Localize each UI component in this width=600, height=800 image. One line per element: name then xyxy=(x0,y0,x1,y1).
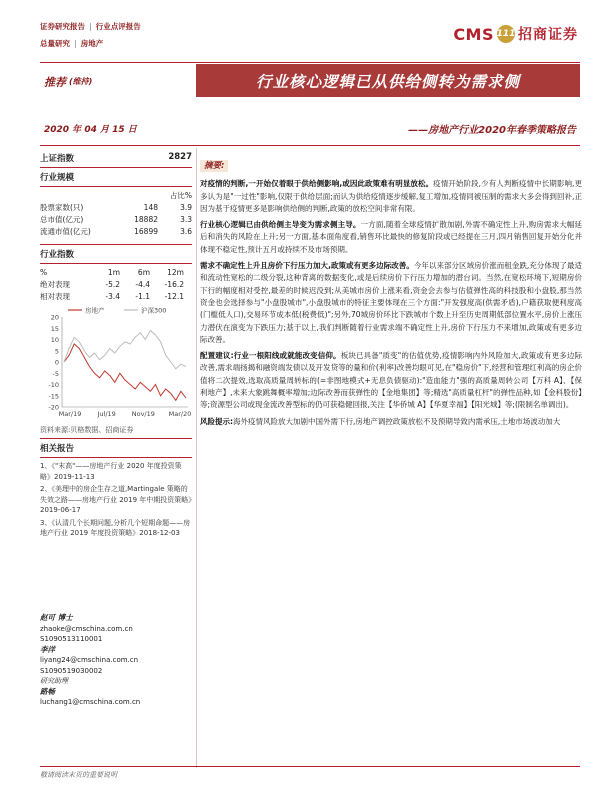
paragraph-text: 海外疫情风险放大加剧中国外需下行,房地产调控政策放松不及预期导致内需承压,土地市场波动加大 xyxy=(233,416,561,426)
report-item[interactable]: 2、《美理中的房企生存之道,Martingale 策略的失效之路——房地产行业 2019 年中期投资策略》2019-06-17 xyxy=(40,485,192,514)
column-header: 占比% xyxy=(169,191,192,200)
paragraph-lead: 需求不确定性上升且房价下行压力加大,政策或有更多边际改善。 xyxy=(200,261,414,271)
summary-paragraph xyxy=(200,260,582,346)
category-label: 总量研究 xyxy=(40,39,70,48)
y-tick-label: 15 xyxy=(50,324,59,333)
column-divider xyxy=(196,148,197,768)
y-tick-label: 0 xyxy=(54,358,59,367)
paragraph-lead: 配置建议:行业一根阳线或就能改变信仰。 xyxy=(200,351,341,361)
index-label: 上证指数 xyxy=(40,154,75,164)
analyst-title: 研究助理 xyxy=(40,677,68,685)
title-bar xyxy=(196,64,580,97)
divider xyxy=(40,62,580,63)
logo-text: CMS xyxy=(453,24,494,44)
paragraph-lead: 行业核心逻辑已由供给侧主导变为需求侧主导。 xyxy=(200,220,361,230)
rating-sub: (维持) xyxy=(69,77,93,86)
table-cell: -4.4 xyxy=(135,280,150,289)
column-header: % xyxy=(40,268,48,277)
index-value: 2827 xyxy=(168,152,192,162)
table-cell: 流通市值(亿元) xyxy=(40,227,91,236)
y-tick-label: -15 xyxy=(48,392,59,401)
footer-note: 敬请阅读末页的重要说明 xyxy=(40,771,117,779)
y-tick-label: -10 xyxy=(48,381,59,389)
divider xyxy=(40,263,192,264)
divider xyxy=(40,438,192,439)
report-category: 证券研究报告 | 行业点评报告 总量研究 | 房地产 xyxy=(40,22,141,48)
table-cell: -12.1 xyxy=(164,292,184,301)
summary-body xyxy=(200,160,582,432)
sidebar xyxy=(40,152,192,541)
table-cell: 股票家数(只) xyxy=(40,203,84,212)
y-tick-label: 10 xyxy=(50,336,59,344)
y-tick-label: -20 xyxy=(48,403,59,412)
x-tick-label: Mar/19 xyxy=(58,410,82,418)
y-tick-label: 5 xyxy=(54,347,59,356)
rating-main: 推荐 xyxy=(44,75,66,89)
category-label: 行业点评报告 xyxy=(95,22,141,31)
table-cell: -16.2 xyxy=(164,280,184,289)
logo-chinese: 招商证券 xyxy=(518,27,578,43)
analyst-email[interactable]: zhaoke@cmschina.com.cn xyxy=(40,624,133,633)
analyst-email[interactable]: luchang1@cmschina.com.cn xyxy=(40,698,141,706)
report-date: 2020 年 04 月 15 日 xyxy=(44,125,137,135)
report-item[interactable]: 3、《认清几个长期问题,分析几个短期命题——房地产行业 2019 年度投资策略》2018-12-03 xyxy=(40,518,191,537)
summary-heading: 摘要: xyxy=(200,160,228,172)
table-cell: -3.4 xyxy=(105,292,120,301)
perf-table xyxy=(40,267,192,303)
paragraph-lead: 风险提示: xyxy=(200,416,233,426)
paragraph-text: 疫情开始阶段,少有人判断疫情中长期影响,更多认为是"一过性"影响,仅限于供给层面;而认为供给疫情逐步缓解,复工增加,疫情同被压制的需求大多会得到回补,正因为基于疫情更多是影响供给侧的判断,政策的放松空间非常有限。 xyxy=(200,179,582,213)
paragraph-lead: 对疫情的判断,一开始仅着眼于供给侧影响,或因此政策难有明显放松。 xyxy=(200,179,434,189)
x-tick-label: Jul/19 xyxy=(97,410,116,418)
summary-paragraph xyxy=(200,416,582,428)
paragraph-text: 板块已具备"质变"的估值优势,疫情影响内外风险加大,政策或有更多边际改善,需求端扬揭和融资端发债以及开发贷等的量和价(利率)改善均眼可见,在"稳房价"下,经营和管理红利高的房企价值将二次提效,选取高质量周转标的(=非图地模式+无息负债驱动):"造血能力"强的高质量周转公司【万科 A】、【保利地产】,未来大象跳舞概率增加;边际改善而获弹性的【金地集团】等;精选"高质量杠杆"的弹性品种,如【金科股份】等;资源型公司或现金流改善型标的仍可获稳健回报,关注【华侨城 A】【华夏幸福】【阳光城】等;(限制名单调出)。 xyxy=(200,351,583,410)
summary-paragraph xyxy=(200,350,582,411)
table-cell: 3.3 xyxy=(180,215,192,224)
paragraph-text: 今年以来部分区域房价涨而租金跌,充分体现了最适和流动性宽松的二级分裂,这种背离的数据变化,或是后续房价下行压力增加的潜台词。当然,在宽松环境下,短期房价下行的幅度相对受控,最差的时候迟没到;从美城市房价上涨来看,资金会去参与估值弹性高的科技股和小盘股,那当然资金也会选择参与"小盘股城市",小盘股城市的特征主要体现在三个方面:"开发强度高(供需矛盾),户籍获取便利度高(门槛低人口),交易环节成本低(税费低)";另外,70城房价环比下跌城市个数上升至历史周期低部位置水平,房价上涨压力潜伏在演变为下跌压力;基于以上,我们判断随着行业需求端不确定性上升,房价下行压力不来增加,政策或有更多边际改善。 xyxy=(200,261,582,344)
x-tick-label: Nov/19 xyxy=(131,410,155,418)
report-subtitle: ——房地产行业2020年春季策略报告 xyxy=(408,125,576,136)
performance-chart xyxy=(40,303,192,423)
reports-heading: 相关报告 xyxy=(40,444,75,454)
analyst-cert: S1090513110001 xyxy=(40,635,103,643)
table-cell: 148 xyxy=(143,203,158,212)
summary-paragraph xyxy=(200,219,582,256)
x-tick-label: Mar/20 xyxy=(168,410,192,418)
column-header: 1m xyxy=(107,268,120,277)
category-label: 证券研究报告 xyxy=(40,22,85,31)
category-label: 房地产 xyxy=(80,39,104,48)
table-cell: 相对表现 xyxy=(40,292,70,301)
y-tick-label: 20 xyxy=(50,313,59,322)
legend-label: 沪深300 xyxy=(141,306,167,315)
legend-label: 房地产 xyxy=(85,306,105,315)
table-cell: 绝对表现 xyxy=(40,280,70,289)
page-title: 行业核心逻辑已从供给侧转为需求侧 xyxy=(255,72,520,91)
series-line xyxy=(64,344,186,400)
analysts xyxy=(40,613,192,708)
column-header: 12m xyxy=(167,268,184,277)
table-cell: 16899 xyxy=(134,227,158,236)
table-cell: -5.2 xyxy=(105,280,120,289)
analyst-name: 赵可 博士 xyxy=(40,613,73,622)
scale-heading: 行业规模 xyxy=(40,173,75,183)
analyst-name: 路畅 xyxy=(40,686,55,696)
logo-badge-icon: 111 xyxy=(497,25,515,43)
summary-paragraph xyxy=(200,178,582,215)
series-line xyxy=(64,331,186,369)
rating xyxy=(40,66,195,97)
chart-source: 资料来源:贝格数据、招商证券 xyxy=(40,426,134,434)
y-tick-label: -5 xyxy=(52,369,59,378)
index-row xyxy=(40,152,192,164)
divider xyxy=(40,167,192,168)
perf-heading: 行业指数 xyxy=(40,250,75,260)
analyst-email[interactable]: liyang24@cmschina.com.cn xyxy=(40,656,139,664)
analyst-cert: S1090519030002 xyxy=(40,666,103,675)
column-header: 6m xyxy=(137,268,150,277)
paragraph-text: 一方面,随着全球疫情扩散加剧,外需不确定性上升,购房需求大幅延后和消失的风险在上升;另一方面,基本面角度看,销售环比最快的修复阶段或已经提在三月,四月销售回复开始分化并体现不稳定性,预计五月或持续不及市场预期。 xyxy=(200,220,583,254)
related-reports xyxy=(40,461,192,539)
chart-svg xyxy=(40,303,192,423)
table-cell: 3.9 xyxy=(180,203,192,212)
table-cell: 18882 xyxy=(134,215,158,224)
report-item[interactable]: 1、《"末高"——房地产行业 2020 年度投资策略》2019-11-13 xyxy=(40,462,182,481)
scale-table xyxy=(40,190,192,238)
analyst-name: 李洋 xyxy=(40,644,55,654)
table-cell: 3.6 xyxy=(180,227,192,236)
company-logo xyxy=(453,24,578,44)
divider xyxy=(40,186,192,187)
divider xyxy=(40,145,580,146)
table-cell: 总市值(亿元) xyxy=(40,215,84,224)
divider xyxy=(40,244,192,245)
divider xyxy=(40,766,580,767)
divider xyxy=(40,457,192,458)
table-cell: -1.1 xyxy=(135,292,150,301)
